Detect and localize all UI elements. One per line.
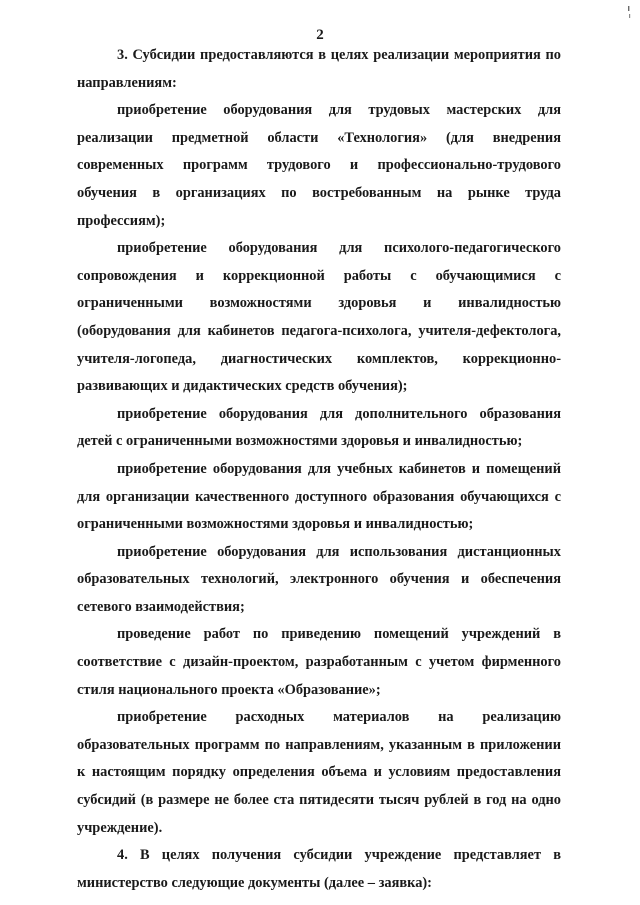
list-item-consumables: приобретение расходных материалов на реализацию образовательных программ по направлениям, указанным в приложении к настоящим порядку определения объема и условиям предоставления субсидий (в размере не более ста пятидесяти тысяч рублей в год на одно учреждение). — [77, 709, 561, 836]
list-item-trade-workshops: приобретение оборудования для трудовых мастерских для реализации предметной области «Технология» (для внедрения современных программ трудового и профессионально-трудового обучения в организациях по востребованным на рынке труда профессиям); — [77, 102, 561, 229]
list-item-distance-learning: приобретение оборудования для использования дистанционных образовательных технологий, электронного обучения и обеспечения сетевого взаимодействия; — [77, 543, 561, 615]
scan-speck-mark — [626, 6, 632, 20]
paragraph-4-intro: 4. В целях получения субсидии учреждение представляет в министерство следующие документы (далее – заявка): — [77, 847, 561, 891]
page-number: 2 — [316, 27, 324, 43]
list-item-psychological-support: приобретение оборудования для психолого-педагогического сопровождения и коррекционной работы с обучающимися с ограниченными возможностями здоровья и инвалидностью (оборудования для кабинетов педагога-психолога, учителя-дефектолога, учителя-логопеда, диагностических комплектов, коррекционно-развивающих и дидактических средств обучения); — [77, 240, 561, 395]
list-item-classrooms: приобретение оборудования для учебных кабинетов и помещений для организации качественного доступного образования обучающихся с ограниченными возможностями здоровья и инвалидностью; — [77, 460, 561, 533]
list-item-design-renovation: проведение работ по приведению помещений учреждений в соответствие с дизайн-проектом, разработанным с учетом фирменного стиля национального проекта «Образование»; — [77, 626, 561, 698]
document-body — [77, 42, 561, 897]
list-item-additional-education: приобретение оборудования для дополнительного образования детей с ограниченными возможностями здоровья и инвалидностью; — [77, 405, 561, 450]
paragraph-3-intro: 3. Субсидии предоставляются в целях реализации мероприятия по направлениям: — [77, 47, 561, 91]
